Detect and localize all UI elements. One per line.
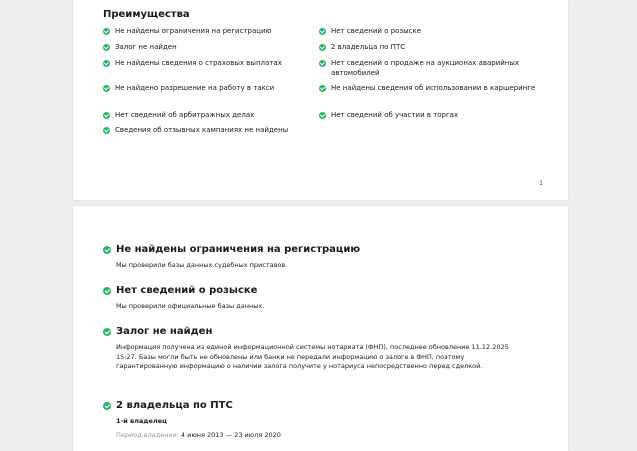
check-circle-icon [103, 287, 111, 295]
check-circle-icon [103, 28, 110, 35]
section-description: Мы проверили базы данных судебных приставов. [116, 261, 288, 269]
page-number: 1 [539, 180, 543, 187]
section-description: Мы проверили официальные базы данных. [116, 302, 265, 310]
section-title: 2 владельца по ПТС [116, 400, 233, 411]
advantages-title: Преимущества [103, 9, 190, 20]
check-circle-icon [319, 85, 326, 92]
check-circle-icon [319, 44, 326, 51]
owner-label: 1-й владелец [116, 417, 167, 425]
advantage-text: Не найдены сведения о страховых выплатах [115, 59, 282, 67]
check-circle-icon [103, 112, 110, 119]
check-circle-icon [319, 112, 326, 119]
section-title: Не найдены ограничения на регистрацию [116, 244, 361, 255]
advantage-text: Нет сведений о продаже на аукционах аварийных автомобилей [331, 59, 520, 77]
section-title: Залог не найден [116, 326, 213, 337]
advantage-text: Нет сведений об арбитражных делах [115, 111, 255, 119]
report-page-2 [73, 206, 568, 451]
owner-period-value: 4 июня 2013 — 23 июля 2020 [180, 431, 281, 439]
check-circle-icon [103, 85, 110, 92]
check-circle-icon [319, 60, 326, 67]
advantage-text: Залог не найден [115, 43, 177, 51]
advantage-text: Нет сведений о розыске [331, 27, 422, 35]
check-circle-icon [103, 60, 110, 67]
check-circle-icon [103, 44, 110, 51]
section-description: Информация получена из единой информационной системы нотариата (ФНП), последнее обновление 11.12.2025 15:27. Базы могли быть не обновлены или банки не передали информацию о залоге в ФНП, поэтому гарантированную информацию о наличии залога получите у нотариуса непосредственно перед сделкой. [116, 343, 509, 370]
check-circle-icon [103, 246, 111, 254]
advantage-text: Не найдены сведения об использовании в каршеринге [331, 84, 536, 92]
check-circle-icon [103, 402, 111, 410]
owner-period-label: Период владения: [116, 431, 179, 439]
advantage-text: 2 владельца по ПТС [331, 43, 406, 51]
check-circle-icon [319, 28, 326, 35]
section-title: Нет сведений о розыске [116, 285, 258, 296]
owner-period [116, 431, 281, 439]
advantage-text: Сведения об отзывных кампаниях не найдены [115, 126, 289, 134]
report-page-1 [73, 0, 568, 200]
check-circle-icon [103, 127, 110, 134]
check-circle-icon [103, 328, 111, 336]
advantage-text: Не найдено разрешение на работу в такси [115, 84, 275, 92]
advantage-text: Не найдены ограничения на регистрацию [115, 27, 272, 35]
advantage-text: Нет сведений об участии в торгах [331, 111, 459, 119]
